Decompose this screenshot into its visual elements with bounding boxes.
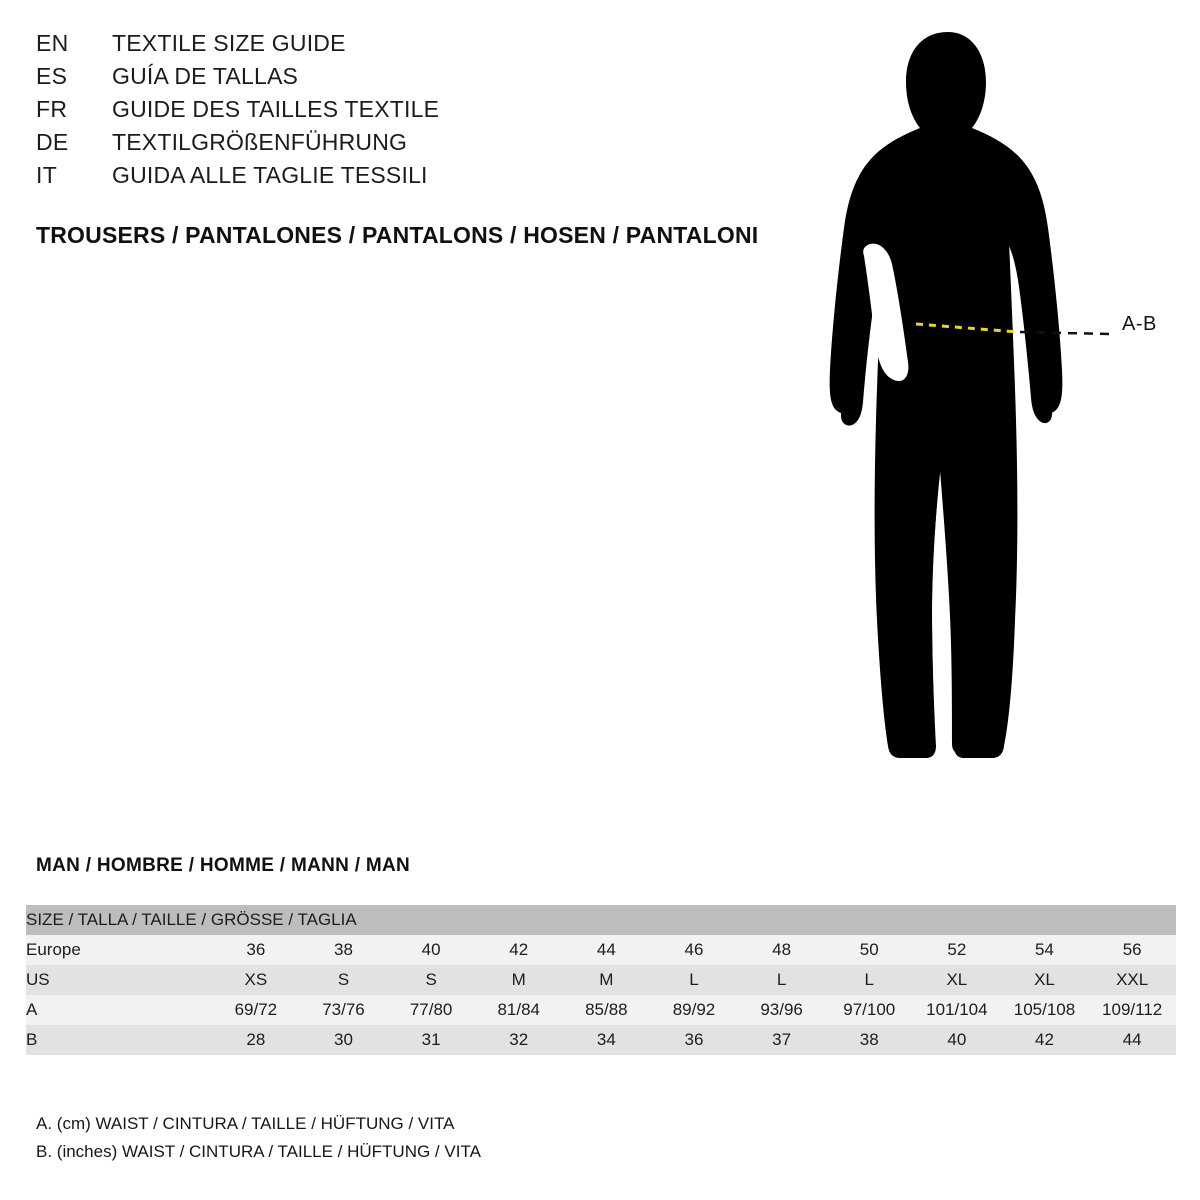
footnotes [36,1110,481,1166]
language-title: TEXTILGRÖßENFÜHRUNG [112,129,408,155]
cell: 105/108 [1001,995,1089,1025]
cell: 28 [212,1025,300,1055]
language-code: FR [36,96,68,122]
cell: 36 [212,935,300,965]
language-code: EN [36,30,69,56]
language-code: ES [36,63,68,89]
table-row [26,965,1176,995]
cell: 56 [1088,935,1176,965]
cell: 77/80 [387,995,475,1025]
table-row [26,995,1176,1025]
cell: 97/100 [825,995,913,1025]
figure-illustration [820,20,1180,800]
footnote-b: B. (inches) WAIST / CINTURA / TAILLE / HÜFTUNG / VITA [36,1142,481,1161]
cell: 38 [825,1025,913,1055]
cell: L [825,965,913,995]
cell: S [387,965,475,995]
cell: 54 [1001,935,1089,965]
language-title: GUIDE DES TAILLES TEXTILE [112,96,440,122]
cell: 93/96 [738,995,826,1025]
language-list [36,30,836,195]
cell: 30 [300,1025,388,1055]
size-table [26,905,1176,1055]
cell: L [738,965,826,995]
man-silhouette-icon [820,20,1180,800]
cell: 89/92 [650,995,738,1025]
garment-type-line: TROUSERS / PANTALONES / PANTALONS / HOSEN / PANTALONI [36,222,759,248]
cell: 42 [1001,1025,1089,1055]
cell: 46 [650,935,738,965]
size-header-label: SIZE / TALLA / TAILLE / GRÖSSE / TAGLIA [26,905,1176,935]
silhouette-body [830,32,1063,758]
language-code: IT [36,162,58,188]
cell: 38 [300,935,388,965]
cell: XS [212,965,300,995]
cell: 73/76 [300,995,388,1025]
cell: 69/72 [212,995,300,1025]
cell: 101/104 [913,995,1001,1025]
cell: S [300,965,388,995]
language-row [36,129,836,162]
cell: 81/84 [475,995,563,1025]
row-label: Europe [26,935,212,965]
cell: 34 [563,1025,651,1055]
language-title: TEXTILE SIZE GUIDE [112,30,346,56]
cell: 85/88 [563,995,651,1025]
cell: 42 [475,935,563,965]
cell: 44 [1088,1025,1176,1055]
cell: 44 [563,935,651,965]
cell: XXL [1088,965,1176,995]
footnote-a: A. (cm) WAIST / CINTURA / TAILLE / HÜFTUNG / VITA [36,1114,455,1133]
cell: M [475,965,563,995]
row-label: US [26,965,212,995]
cell: 48 [738,935,826,965]
cell: 52 [913,935,1001,965]
language-row [36,96,836,129]
cell: 109/112 [1088,995,1176,1025]
cell: 32 [475,1025,563,1055]
cell: 36 [650,1025,738,1055]
language-title: GUIDA ALLE TAGLIE TESSILI [112,162,428,188]
cell: L [650,965,738,995]
language-row [36,63,836,96]
table-header-row [26,905,1176,935]
cell: 31 [387,1025,475,1055]
cell: XL [913,965,1001,995]
row-label: B [26,1025,212,1055]
cell: 40 [387,935,475,965]
cell: 50 [825,935,913,965]
cell: XL [1001,965,1089,995]
language-title: GUÍA DE TALLAS [112,63,299,89]
language-row [36,30,836,63]
cell: M [563,965,651,995]
measure-label-ab: A-B [1122,313,1157,335]
language-row [36,162,836,195]
group-title-man: MAN / HOMBRE / HOMME / MANN / MAN [36,855,411,876]
cell: 37 [738,1025,826,1055]
table-row [26,935,1176,965]
cell: 40 [913,1025,1001,1055]
row-label: A [26,995,212,1025]
table-row [26,1025,1176,1055]
language-code: DE [36,129,69,155]
